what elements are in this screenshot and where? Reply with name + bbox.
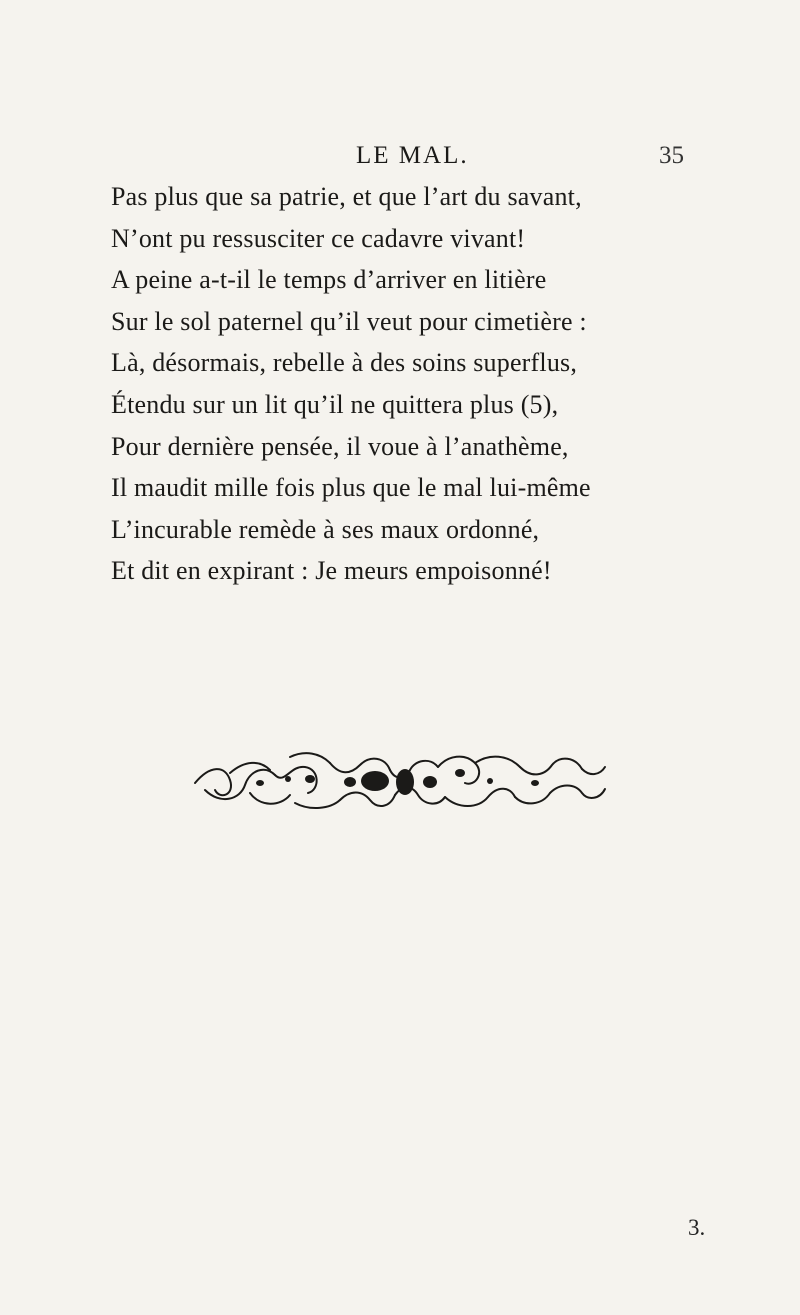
verse-line: Il maudit mille fois plus que le mal lui-même [111, 473, 591, 503]
verse-line: Sur le sol paternel qu’il veut pour cimetière : [111, 306, 587, 336]
running-title: LE MAL. [356, 142, 469, 169]
poem-stanza [111, 176, 711, 592]
running-head [0, 142, 800, 172]
verse-line: Là, désormais, rebelle à des soins superflus, [111, 348, 578, 378]
page-number: 35 [659, 142, 684, 169]
signature-mark: 3. [688, 1215, 706, 1240]
verse-line: Étendu sur un lit qu’il ne quittera plus (5), [111, 389, 559, 419]
verse-line: N’ont pu ressusciter ce cadavre vivant! [111, 223, 526, 253]
decorative-tailpiece-ornament [190, 745, 610, 815]
verse-line: Pour dernière pensée, il voue à l’anathème, [111, 431, 569, 461]
verse-line: Pas plus que sa patrie, et que l’art du savant, [111, 182, 582, 211]
verse-line: Et dit en expirant : Je meurs empoisonné! [111, 556, 552, 586]
verse-line: L’incurable remède à ses maux ordonné, [111, 514, 540, 544]
verse-line: A peine a-t-il le temps d’arriver en litière [111, 265, 547, 295]
